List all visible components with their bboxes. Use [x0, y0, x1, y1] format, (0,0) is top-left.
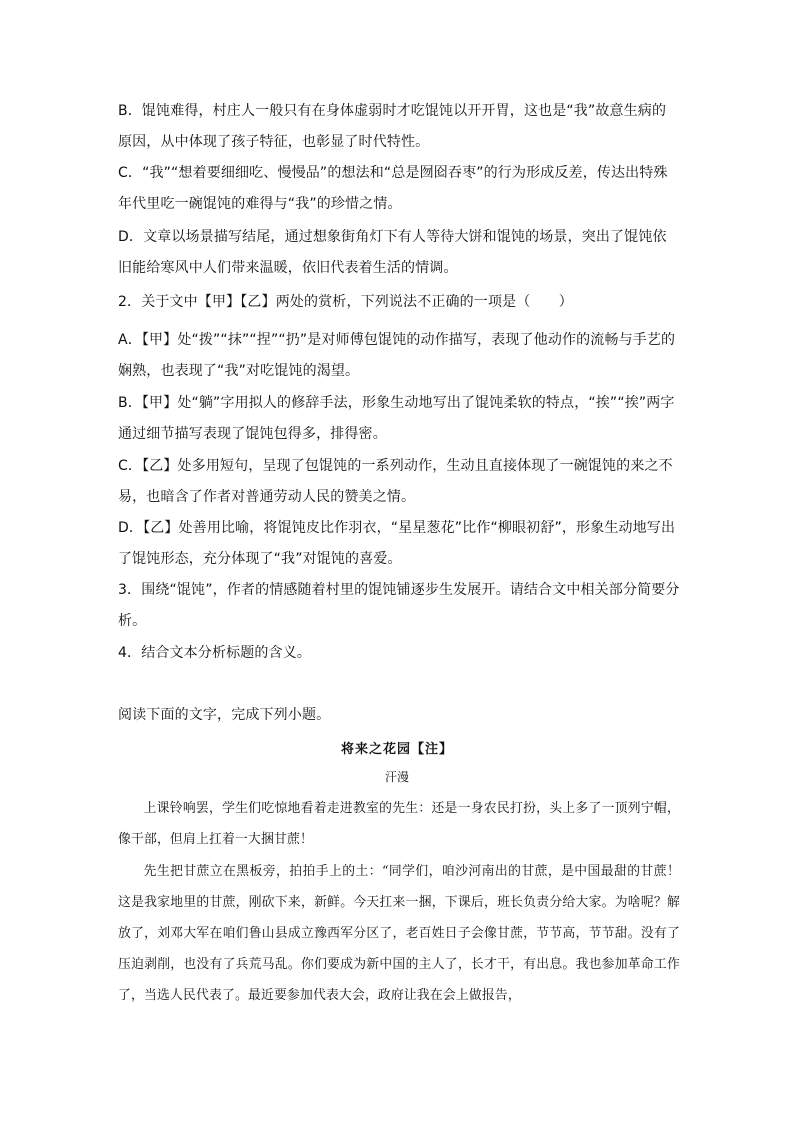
q1-option-d: D．文章以场景描写结尾，通过想象街角灯下有人等待大饼和馄饨的场景，突出了馄饨依旧能给寒风中人们带来温暖，依旧代表着生活的情调。: [118, 229, 667, 276]
q2-option-a: A．【甲】处“拨”“抹”“捏”“扔”是对师傅包馄饨的动作描写，表现了他动作的流畅与手艺的娴熟，也表现了“我”对吃馄饨的渴望。: [118, 332, 676, 379]
passage-paragraph-1: 上课铃响罢，学生们吃惊地看着走进教室的先生：还是一身农民打扮，头上多了一顶列宁帽，像干部，但肩上扛着一大捆甘蔗！: [118, 801, 680, 847]
reading-instruction: 阅读下面的文字，完成下列小题。: [118, 707, 331, 723]
passage-paragraph-2: 先生把甘蔗立在黑板旁，拍拍手上的土：“同学们，咱沙河南出的甘蔗，是中国最甜的甘蔗！这是我家地里的甘蔗，刚砍下来，新鲜。今天扛来一捆，下课后，班长负责分给大家。为啥呢？解放了，刘邓大军在咱们鲁山县成立豫西军分区了，老百姓日子会像甘蔗，节节高，节节甜。没有了压迫剥削，也没有了兵荒马乱。你们要成为新中国的主人了，长才干，有出息。我也参加革命工作了，当选人民代表了。最近要参加代表大会，政府让我在会上做报告，: [118, 864, 680, 1003]
passage-author: 汗漫: [384, 770, 409, 784]
q1-option-c: C．“我”“想着要细细吃、慢慢品”的想法和“总是囫囵吞枣”的行为形成反差，传达出特殊年代里吃一碗馄饨的难得与“我”的珍惜之情。: [118, 165, 668, 212]
q2-option-b: B．【甲】处“躺”字用拟人的修辞手法，形象生动地写出了馄饨柔软的特点，“挨”“挨”两字通过细节描写表现了馄饨包得多，排得密。: [118, 395, 675, 442]
q2-option-c: C．【乙】处多用短句，呈现了包馄饨的一系列动作，生动且直接体现了一碗馄饨的来之不易，也暗含了作者对普通劳动人民的赞美之情。: [118, 458, 673, 505]
q3-question: 3．围绕“馄饨”，作者的情感随着村里的馄饨铺逐步生发展开。请结合文中相关部分简要分析。: [118, 582, 680, 629]
q2-option-d: D．【乙】处善用比喻，将馄饨皮比作羽衣，“星星葱花”比作“柳眼初舒”，形象生动地写出了馄饨形态，充分体现了“我”对馄饨的喜爱。: [118, 520, 676, 567]
passage-title: 将来之花园【注】: [340, 742, 453, 757]
q4-question: 4．结合文本分析标题的含义。: [118, 645, 312, 661]
q1-option-b: B．馄饨难得，村庄人一般只有在身体虚弱时才吃馄饨以开开胃，这也是“我”故意生病的原因，从中体现了孩子特征，也彰显了时代特性。: [118, 103, 667, 150]
q2-stem: 2．关于文中【甲】【乙】两处的赏析，下列说法不正确的一项是（ ）: [118, 294, 573, 310]
